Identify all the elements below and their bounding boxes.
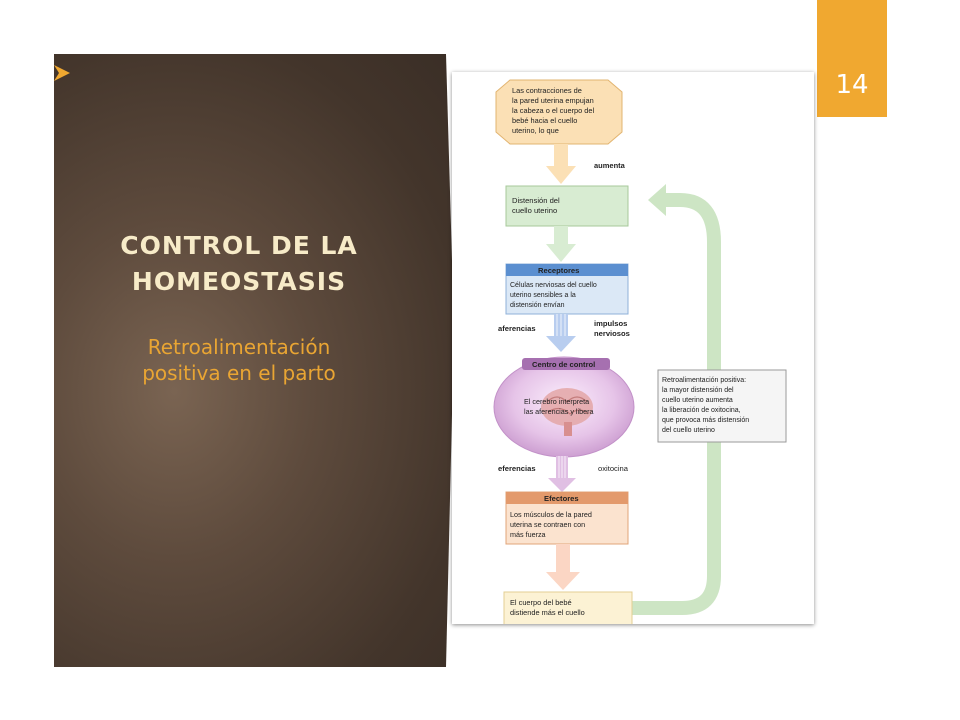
feedback-line-3: cuello uterino aumenta (662, 397, 733, 404)
slide-subtitle (54, 334, 424, 386)
impulsos-label (594, 319, 630, 338)
arrow-stimulus-head (546, 244, 576, 262)
receptors-line-2: uterino sensibles a la (510, 292, 576, 299)
feedback-line-1: Retroalimentación positiva: (662, 377, 747, 384)
result-box-text (510, 598, 585, 617)
slide-title (54, 228, 424, 300)
feedback-loop-arrowhead (648, 184, 666, 216)
feedback-line-2: la mayor distensión del (662, 387, 734, 394)
control-line-2: las aferencias y libera (524, 407, 594, 416)
start-line-3: la cabeza o el cuerpo del (512, 106, 595, 115)
control-center-text (524, 397, 594, 416)
oxitocina-label: oxitocina (598, 464, 628, 473)
slide-subtitle-line1: Retroalimentación (147, 335, 331, 359)
receptors-line-1: Células nerviosas del cuello (510, 282, 597, 289)
slide-title-line2: HOMEOSTASIS (131, 267, 347, 296)
arrow-start-shaft (554, 144, 568, 168)
start-line-1: Las contracciones de (512, 86, 582, 95)
arrow-efferent-head (548, 478, 576, 492)
arrow-bullet-icon (52, 63, 72, 83)
feedback-line-5: que provoca más distensión (662, 417, 750, 424)
result-line-1: El cuerpo del bebé (510, 598, 572, 607)
start-line-2: la pared uterina empujan (512, 96, 594, 105)
result-line-2: distiende más el cuello (510, 608, 585, 617)
impulsos-line-2: nerviosos (594, 329, 630, 338)
effectors-line-3: más fuerza (510, 530, 546, 539)
receptors-line-3: distensión envían (510, 302, 565, 309)
effectors-title: Efectores (544, 494, 579, 503)
eferencias-label: eferencias (498, 464, 536, 473)
feedback-line-4: la liberación de oxitocina, (662, 407, 741, 414)
aumenta-label: aumenta (594, 161, 625, 170)
feedback-line-6: del cuello uterino (662, 427, 715, 434)
slide-title-line1: CONTROL DE LA (120, 231, 358, 260)
start-line-5: uterino, lo que (512, 126, 559, 135)
feedback-diagram (452, 72, 814, 624)
arrow-effector-head (546, 572, 580, 590)
impulsos-line-1: impulsos (594, 319, 628, 328)
stimulus-box-text (512, 196, 562, 215)
effectors-line-1: Los músculos de la pared (510, 510, 592, 519)
slide-subtitle-line2: positiva en el parto (142, 361, 336, 385)
start-line-4: bebé hacia el cuello (512, 116, 578, 125)
control-line-1: El cerebro interpreta (524, 397, 590, 406)
arrow-afferent-head (546, 336, 576, 352)
page-number: 14 (835, 70, 869, 100)
arrow-stimulus-shaft (554, 226, 568, 246)
aferencias-label: aferencias (498, 324, 536, 333)
arrow-effector-shaft (556, 544, 570, 574)
control-center-title: Centro de control (532, 360, 596, 369)
stimulus-line-2: cuello uterino (512, 206, 558, 215)
stimulus-line-1: Distensión del (512, 196, 560, 205)
diagram-svg (452, 72, 814, 624)
receptors-title: Receptores (538, 266, 580, 275)
effectors-line-2: uterina se contraen con (510, 520, 586, 529)
arrow-start-head (546, 166, 576, 184)
